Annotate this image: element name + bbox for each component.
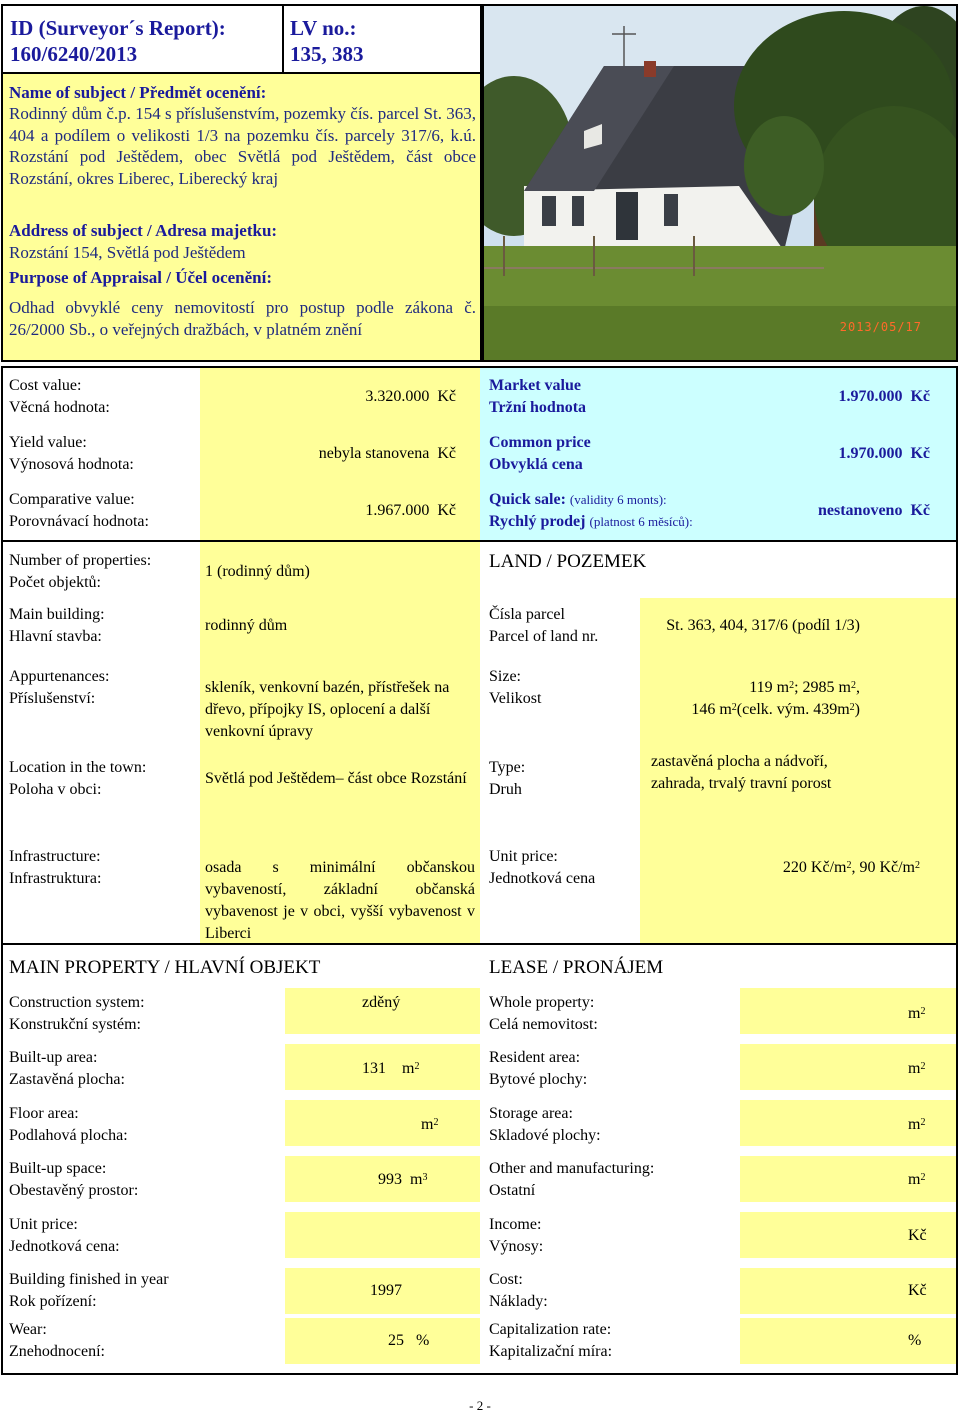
- storage-cz: Skladové plochy:: [489, 1127, 601, 1144]
- yield-label-cz: Výnosová hodnota:: [9, 456, 134, 473]
- infra-value: osada s minimální občanskou vybaveností, základní občanská vybavenost je v obci, vyšší vybavenost v Liberci: [205, 859, 475, 942]
- yield-label-en: Yield value:: [9, 434, 87, 451]
- count-label-cz: Počet objektů:: [9, 574, 101, 591]
- id-value: 160/6240/2013: [10, 42, 138, 66]
- wear-cz: Znehodnocení:: [9, 1343, 105, 1360]
- quick-value: nestanoveno Kč: [818, 502, 930, 519]
- income-en: Income:: [489, 1216, 542, 1233]
- land-heading: LAND / POZEMEK: [489, 551, 647, 572]
- builtup-en: Built-up area:: [9, 1049, 98, 1066]
- cost-value: 3.320.000 Kč: [365, 388, 456, 405]
- income-cz: Výnosy:: [489, 1238, 544, 1255]
- app-label-en: Appurtenances:: [9, 668, 110, 685]
- wear-en: Wear:: [9, 1321, 47, 1338]
- size-label-en: Size:: [489, 668, 521, 685]
- whole-unit: $m^2$: [908, 1005, 926, 1022]
- parcel-value: St. 363, 404, 317/6 (podíl 1/3): [666, 617, 860, 634]
- id-label: ID (Surveyor´s Report):: [10, 16, 226, 40]
- cap-en: Capitalization rate:: [489, 1321, 612, 1338]
- quick-label-cz: Rychlý prodej (platnost 6 měsíců):: [489, 513, 693, 530]
- whole-en: Whole property:: [489, 994, 595, 1011]
- cost-label-en: Cost value:: [9, 377, 82, 394]
- market-label-en: Market value: [489, 377, 581, 394]
- market-label-cz: Tržní hodnota: [489, 399, 587, 416]
- type-label-en: Type:: [489, 759, 526, 776]
- construction-en: Construction system:: [9, 994, 145, 1011]
- house-photo: [482, 4, 958, 362]
- main-label-en: Main building:: [9, 606, 105, 623]
- loc-value: Světlá pod Ještědem– část obce Rozstání: [205, 770, 467, 787]
- construction-value: zděný: [362, 994, 401, 1011]
- infra-label-cz: Infrastruktura:: [9, 870, 102, 887]
- cap-cz: Kapitalizační míra:: [489, 1343, 613, 1360]
- purpose-text: Odhad obvyklé ceny nemovitostí pro postup podle zákona č. 26/2000 Sb., o veřejných dražbách, v platném znění: [9, 298, 476, 339]
- floor-en: Floor area:: [9, 1105, 79, 1122]
- count-value: 1 (rodinný dům): [205, 563, 310, 580]
- address-label: Address of subject / Adresa majetku:: [9, 221, 278, 240]
- other-cz: Ostatní: [489, 1182, 536, 1199]
- parcel-label-en: Parcel of land nr.: [489, 628, 599, 645]
- lease-heading: LEASE / PRONÁJEM: [489, 957, 664, 978]
- lease-cell-7: [740, 1318, 956, 1364]
- other-en: Other and manufacturing:: [489, 1160, 655, 1177]
- app-value: skleník, venkovní bazén, přístřešek na dřevo, přípojky IS, oplocení a další venkovní úpravy: [205, 679, 450, 740]
- main-value: rodinný dům: [205, 617, 288, 634]
- yield-value: nebyla stanovena Kč: [318, 445, 456, 462]
- size-line-2: 146 $m^2(celk$. vým. $439m^2$): [691, 701, 860, 718]
- lv-value: 135, 383: [290, 42, 364, 66]
- cost-label-cz: Věcná hodnota:: [9, 399, 110, 416]
- common-value: 1.970.000 Kč: [838, 445, 930, 462]
- year-value: 1997: [370, 1282, 402, 1299]
- market-value: 1.970.000 Kč: [838, 388, 930, 405]
- income-unit: Kč: [908, 1227, 927, 1244]
- wear-value: 25 %: [388, 1332, 430, 1349]
- builtup-value: 131 $m^2$: [362, 1060, 420, 1077]
- parcel-label-cz: Čísla parcel: [489, 606, 565, 623]
- whole-cz: Celá nemovitost:: [489, 1016, 598, 1033]
- size-label-cz: Velikost: [489, 690, 542, 707]
- unit-label-en: Unit price:: [489, 848, 558, 865]
- space-cz: Obestavěný prostor:: [9, 1182, 139, 1199]
- space-value: 993 $m^3$: [378, 1171, 428, 1188]
- house-photo-image: [484, 6, 956, 360]
- quick-label-en: Quick sale: (validity 6 monts):: [489, 491, 667, 508]
- type-value: zastavěná plocha a nádvoří, zahrada, trvalý travní porost: [651, 753, 832, 792]
- count-label-en: Number of properties:: [9, 552, 152, 569]
- subject-name-label: Name of subject / Předmět ocenění:: [9, 83, 267, 102]
- cost-unit: Kč: [908, 1282, 927, 1299]
- page-number: - 2 -: [469, 1398, 491, 1413]
- cost-en: Cost:: [489, 1271, 523, 1288]
- unit-value: 220 $Kč/m^2$, 90 $Kč/m^2$: [782, 859, 920, 876]
- other-unit: $m^2$: [908, 1171, 926, 1188]
- app-label-cz: Příslušenství:: [9, 690, 96, 707]
- storage-unit: $m^2$: [908, 1116, 926, 1133]
- photo-date-stamp: 2013/05/17: [839, 320, 922, 334]
- mp-cell-3: [285, 1100, 480, 1146]
- loc-label-cz: Poloha v obci:: [9, 781, 102, 798]
- comp-value: 1.967.000 Kč: [365, 502, 456, 519]
- subject-name-text: Rodinný dům č.p. 154 s příslušenstvím, pozemky čís. parcel St. 363, 404 a podílem o velikosti 1/3 na pozemku čís. parcely 317/6, k.ú. Rozstání pod Ještědem, obec Světlá pod Ještědem, část obce Rozstání, okres Liberec, Liberecký kraj: [9, 104, 476, 188]
- mp-cell-5: [285, 1212, 480, 1258]
- resident-unit: $m^2$: [908, 1060, 926, 1077]
- unitprice-cz: Jednotková cena:: [9, 1238, 120, 1255]
- unitprice-en: Unit price:: [9, 1216, 78, 1233]
- type-label-cz: Druh: [489, 781, 522, 798]
- cost-cz: Náklady:: [489, 1293, 548, 1310]
- main-property-heading: MAIN PROPERTY / HLAVNÍ OBJEKT: [9, 957, 321, 978]
- resident-cz: Bytové plochy:: [489, 1071, 588, 1088]
- address-text: Rozstání 154, Světlá pod Ještědem: [9, 243, 246, 262]
- unit-label-cz: Jednotková cena: [489, 870, 596, 887]
- year-cz: Rok pořízení:: [9, 1293, 97, 1310]
- comp-label-en: Comparative value:: [9, 491, 135, 508]
- cap-unit: %: [908, 1332, 922, 1349]
- floor-value: $m^2$: [421, 1116, 439, 1133]
- purpose-label: Purpose of Appraisal / Účel ocenění:: [9, 268, 273, 287]
- lv-label: LV no.:: [290, 16, 357, 40]
- construction-cz: Konstrukční systém:: [9, 1016, 141, 1033]
- mp-cell-7: [285, 1318, 480, 1364]
- comp-label-cz: Porovnávací hodnota:: [9, 513, 149, 530]
- resident-en: Resident area:: [489, 1049, 581, 1066]
- builtup-cz: Zastavěná plocha:: [9, 1071, 125, 1088]
- storage-en: Storage area:: [489, 1105, 573, 1122]
- infra-label-en: Infrastructure:: [9, 848, 101, 865]
- size-line-1: 119 $m^2$; 2985 $m^2$,: [749, 679, 860, 696]
- floor-cz: Podlahová plocha:: [9, 1127, 128, 1144]
- main-label-cz: Hlavní stavba:: [9, 628, 102, 645]
- space-en: Built-up space:: [9, 1160, 107, 1177]
- year-en: Building finished in year: [9, 1271, 169, 1288]
- loc-label-en: Location in the town:: [9, 759, 147, 776]
- common-label-cz: Obvyklá cena: [489, 456, 583, 473]
- common-label-en: Common price: [489, 434, 591, 451]
